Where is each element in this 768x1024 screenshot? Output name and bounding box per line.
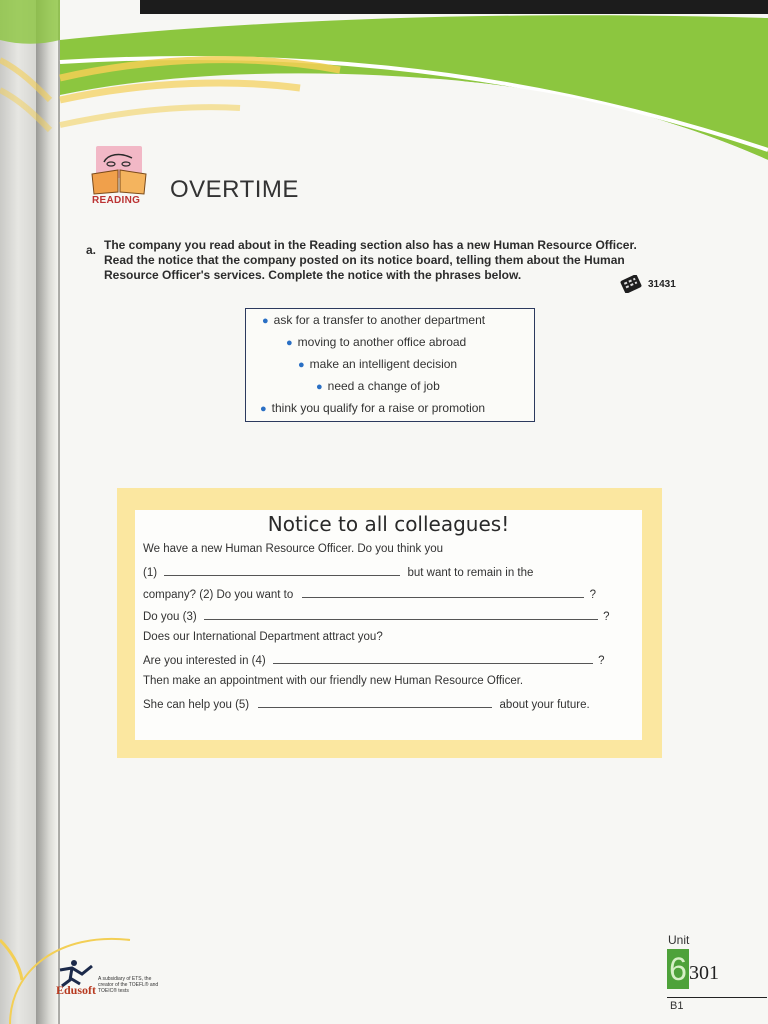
phrase-item: ● need a change of job	[316, 379, 440, 393]
page-number: 301	[689, 962, 719, 984]
instruction-line: Read the notice that the company posted on its notice board, telling them about the Human	[104, 253, 625, 267]
footer-arc-decoration	[0, 920, 200, 1024]
phrase-item: ● think you qualify for a raise or promotion	[260, 401, 486, 415]
reading-icon	[90, 144, 148, 206]
unit-label: Unit	[668, 933, 690, 947]
notice-board	[135, 510, 642, 740]
phrase-item: ● ask for a transfer to another department	[262, 313, 486, 327]
unit-number: 6	[667, 949, 689, 989]
audio-track	[620, 275, 676, 293]
track-number: 31431	[648, 278, 676, 290]
page-title: OVERTIME	[170, 176, 299, 203]
phrase-bank	[245, 308, 535, 422]
reading-label: READING	[92, 195, 141, 206]
notice-line: Are you interested in (4) ?	[143, 655, 605, 667]
bullet-icon: ●	[260, 403, 267, 415]
exercise-letter: a.	[86, 243, 97, 257]
blank-5[interactable]	[258, 697, 492, 708]
publisher-tagline: A subsidiary of ETS, the creator of the TOEFL® and TOEIC® tests	[98, 976, 159, 994]
notice-line: (1) but want to remain in the	[143, 567, 534, 579]
phrase-item: ● moving to another office abroad	[286, 335, 467, 349]
notice-line: We have a new Human Resource Officer. Do you think you	[143, 543, 444, 555]
phrase-item: ● make an intelligent decision	[298, 357, 458, 371]
notice-line: She can help you (5) about your future.	[143, 699, 590, 711]
section-header	[90, 144, 299, 206]
bullet-icon: ●	[262, 315, 269, 327]
blank-2[interactable]	[302, 587, 584, 598]
blank-3[interactable]	[204, 609, 598, 620]
bullet-icon: ●	[286, 337, 293, 349]
bullet-icon: ●	[298, 359, 305, 371]
notice-line: company? (2) Do you want to ?	[143, 589, 597, 601]
notice-line: Do you (3) ?	[143, 611, 610, 623]
blank-1[interactable]	[164, 565, 400, 576]
instruction-line: Resource Officer's services. Complete the notice with the phrases below.	[104, 268, 522, 282]
notice-line: Does our International Department attract you?	[143, 631, 383, 643]
exercise-instructions	[104, 238, 689, 283]
publisher-name: Edusoft	[56, 983, 97, 997]
footer-rule	[667, 997, 767, 998]
instruction-line: The company you read about in the Reading section also has a new Human Resource Officer.	[104, 238, 637, 252]
notice-title: Notice to all colleagues!	[267, 512, 510, 536]
notice-line: Then make an appointment with our friendly new Human Resource Officer.	[143, 675, 524, 687]
bullet-icon: ●	[316, 381, 323, 393]
blank-4[interactable]	[273, 653, 593, 664]
level-label: B1	[670, 1000, 684, 1012]
keypad-icon	[620, 275, 642, 293]
